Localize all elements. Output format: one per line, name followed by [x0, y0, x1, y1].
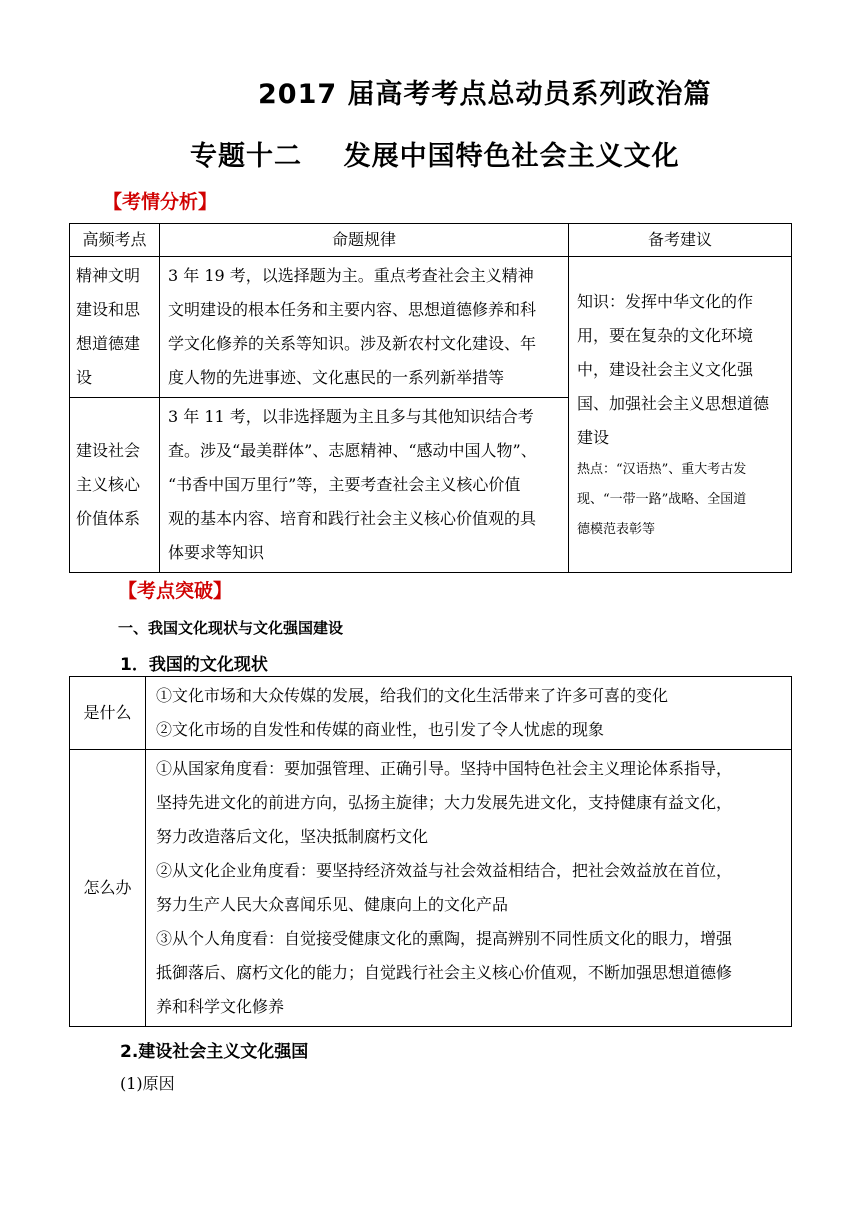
content-line: ②从文化企业角度看：要坚持经济效益与社会效益相结合，把社会效益放在首位， — [156, 861, 733, 880]
heading-level1: 一、我国文化现状与文化强国建设 — [118, 619, 344, 637]
content-line: ③从个人角度看：自觉接受健康文化的熏陶，提高辨别不同性质文化的眼力，增强 — [156, 929, 733, 948]
topic-cell — [70, 257, 160, 398]
rule-line: 学文化修养的关系等知识。涉及新农村文化建设、年 — [168, 334, 537, 353]
rule-line: 查。涉及“最美群体”、志愿精神、“感动中国人物”、 — [168, 441, 537, 460]
row-content — [146, 677, 792, 750]
advice-line: 用，要在复杂的文化环境 — [577, 325, 754, 345]
advice-cell — [569, 257, 792, 573]
advice-line: 知识：发挥中华文化的作 — [577, 291, 754, 311]
rule-cell — [160, 257, 569, 398]
topic-line: 建设社会 — [76, 441, 141, 460]
table-row — [70, 677, 792, 750]
content-line: ①文化市场和大众传媒的发展，给我们的文化生活带来了许多可喜的变化 — [156, 686, 669, 705]
content-line: 养和科学文化修养 — [156, 997, 285, 1016]
content-line: 努力改造落后文化，坚决抵制腐朽文化 — [156, 827, 429, 846]
topic-line: 想道德建 — [76, 334, 141, 353]
topic-line: 建设和思 — [76, 300, 141, 319]
rule-line: “书香中国万里行”等，主要考查社会主义核心价值 — [168, 475, 521, 494]
analysis-table — [69, 223, 792, 573]
heading-cultural-power: 2.建设社会主义文化强国 — [120, 1042, 309, 1062]
rule-line: 度人物的先进事迹、文化惠民的一系列新举措等 — [168, 368, 505, 387]
content-line: ①从国家角度看：要加强管理、正确引导。坚持中国特色社会主义理论体系指导， — [156, 759, 733, 778]
hot-line: 现、“一带一路”战略、全国道 — [577, 491, 747, 507]
column-header: 命题规律 — [160, 224, 569, 257]
rule-line: 3 年 19 考，以选择题为主。重点考查社会主义精神 — [168, 266, 534, 285]
advice-line: 中，建设社会主义文化强 — [577, 359, 754, 379]
rule-line: 观的基本内容、培育和践行社会主义核心价值观的具 — [168, 509, 537, 528]
heading-cultural-status: 1．我国的文化现状 — [120, 655, 268, 675]
content-line: 努力生产人民大众喜闻乐见、健康向上的文化产品 — [156, 895, 509, 914]
rule-line: 3 年 11 考，以非选择题为主且多与其他知识结合考 — [168, 407, 534, 426]
row-label: 是什么 — [70, 677, 146, 750]
table-row — [70, 750, 792, 1027]
hot-line: 德模范表彰等 — [577, 521, 656, 537]
table-header-row — [70, 224, 792, 257]
document-subtitle: 专题十二 发展中国特色社会主义文化 — [190, 141, 680, 172]
hot-line: 热点：“汉语热”、重大考古发 — [577, 461, 747, 477]
document-title: 2017 届高考考点总动员系列政治篇 — [258, 79, 712, 110]
table-row — [70, 257, 792, 398]
advice-line: 国、加强社会主义思想道德 — [577, 393, 770, 413]
row-content — [146, 750, 792, 1027]
content-line: ②文化市场的自发性和传媒的商业性，也引发了令人忧虑的现象 — [156, 720, 605, 739]
content-line: 坚持先进文化的前进方向，弘扬主旋律；大力发展先进文化，支持健康有益文化， — [156, 793, 733, 812]
subheading-reason: (1)原因 — [120, 1074, 175, 1093]
column-header: 备考建议 — [569, 224, 792, 257]
section-analysis-heading: 【考情分析】 — [103, 191, 218, 213]
topic-line: 价值体系 — [76, 509, 141, 528]
topic-line: 设 — [76, 368, 93, 387]
rule-line: 文明建设的根本任务和主要内容、思想道德修养和科 — [168, 300, 537, 319]
row-label: 怎么办 — [70, 750, 146, 1027]
content-line: 抵御落后、腐朽文化的能力；自觉践行社会主义核心价值观，不断加强思想道德修 — [156, 963, 733, 982]
topic-cell — [70, 398, 160, 573]
topic-line: 主义核心 — [76, 475, 141, 494]
rule-line: 体要求等知识 — [168, 543, 265, 562]
status-table — [69, 676, 792, 1027]
rule-cell — [160, 398, 569, 573]
section-breakthrough-heading: 【考点突破】 — [118, 580, 233, 602]
topic-line: 精神文明 — [76, 266, 141, 285]
advice-line: 建设 — [577, 427, 610, 447]
column-header: 高频考点 — [70, 224, 160, 257]
